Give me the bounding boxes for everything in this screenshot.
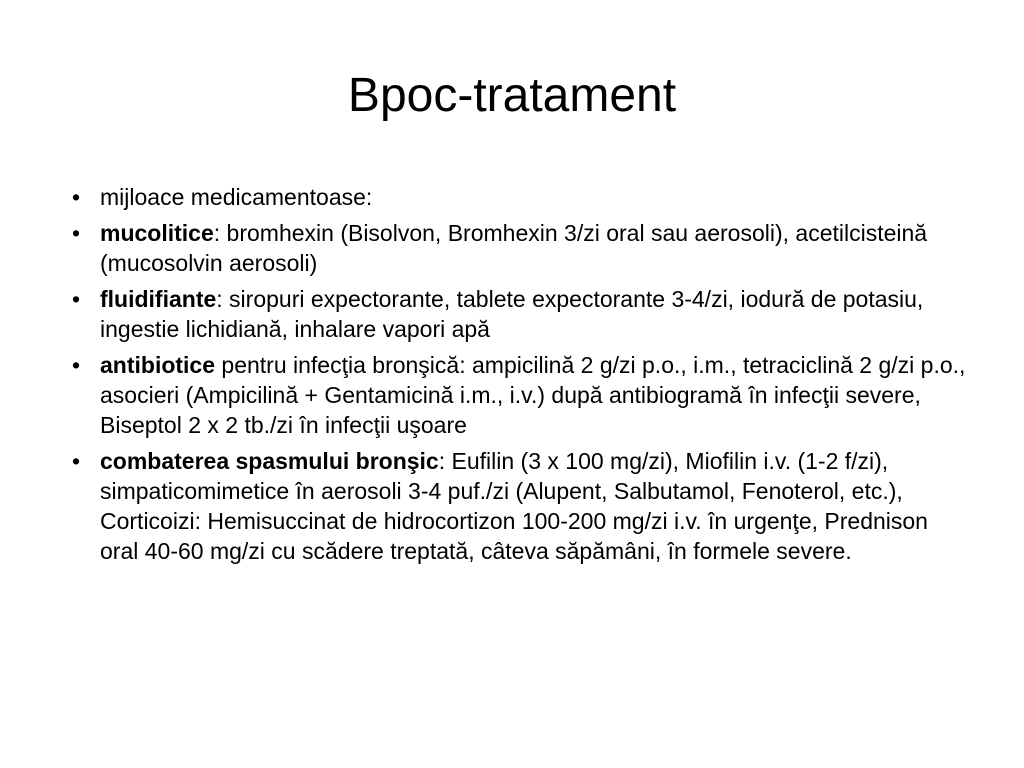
bullet-text: : siropuri expectorante, tablete expectorante 3-4/zi, iodură de potasiu, ingestie lichidiană, inhalare vapori apă: [100, 286, 924, 342]
bullet-text: mijloace medicamentoase:: [100, 184, 373, 210]
bullet-icon: •: [72, 220, 81, 246]
bullet-icon: •: [72, 184, 81, 210]
bullet-item-spasm: [72, 446, 972, 566]
bullet-item-antibiotice: [72, 350, 972, 440]
bullet-term: combaterea spasmului bronşic: [100, 448, 439, 474]
bullet-term: fluidifiante: [100, 286, 217, 312]
bullet-term: mucolitice: [100, 220, 214, 246]
bullet-item-mucolitice: [72, 218, 972, 278]
slide-title: Bpoc-tratament: [347, 69, 677, 122]
bullet-term: antibiotice: [100, 352, 216, 378]
bullet-icon: •: [72, 448, 81, 474]
bullet-text: : bromhexin (Bisolvon, Bromhexin 3/zi oral sau aerosoli), acetilcisteină (mucosolvin aerosoli): [100, 220, 928, 276]
bullet-text: pentru infecţia bronşică: ampicilină 2 g/zi p.o., i.m., tetraciclină 2 g/zi p.o., asocieri (Ampicilină + Gentamicină i.m., i.v.) după antibiogramă în infecţii severe, Biseptol 2 x 2 tb./zi în infecţii uşoare: [100, 352, 966, 438]
bullet-item-fluidifiante: [72, 284, 972, 344]
bullet-text: : Eufilin (3 x 100 mg/zi), Miofilin i.v. (1-2 f/zi), simpaticomimetice în aerosoli 3-4 puf./zi (Alupent, Salbutamol, Fenoterol, etc.), Corticoizi: Hemisuccinat de hidrocortizon 100-200 mg/zi i.v. în urgenţe, Prednison oral 40-60 mg/zi cu scădere treptată, câteva săpămâni, în formele severe.: [100, 448, 928, 564]
bullet-icon: •: [72, 352, 81, 378]
bullet-item-medication: [72, 182, 972, 212]
bullet-icon: •: [72, 286, 81, 312]
bullet-list: [72, 182, 972, 572]
